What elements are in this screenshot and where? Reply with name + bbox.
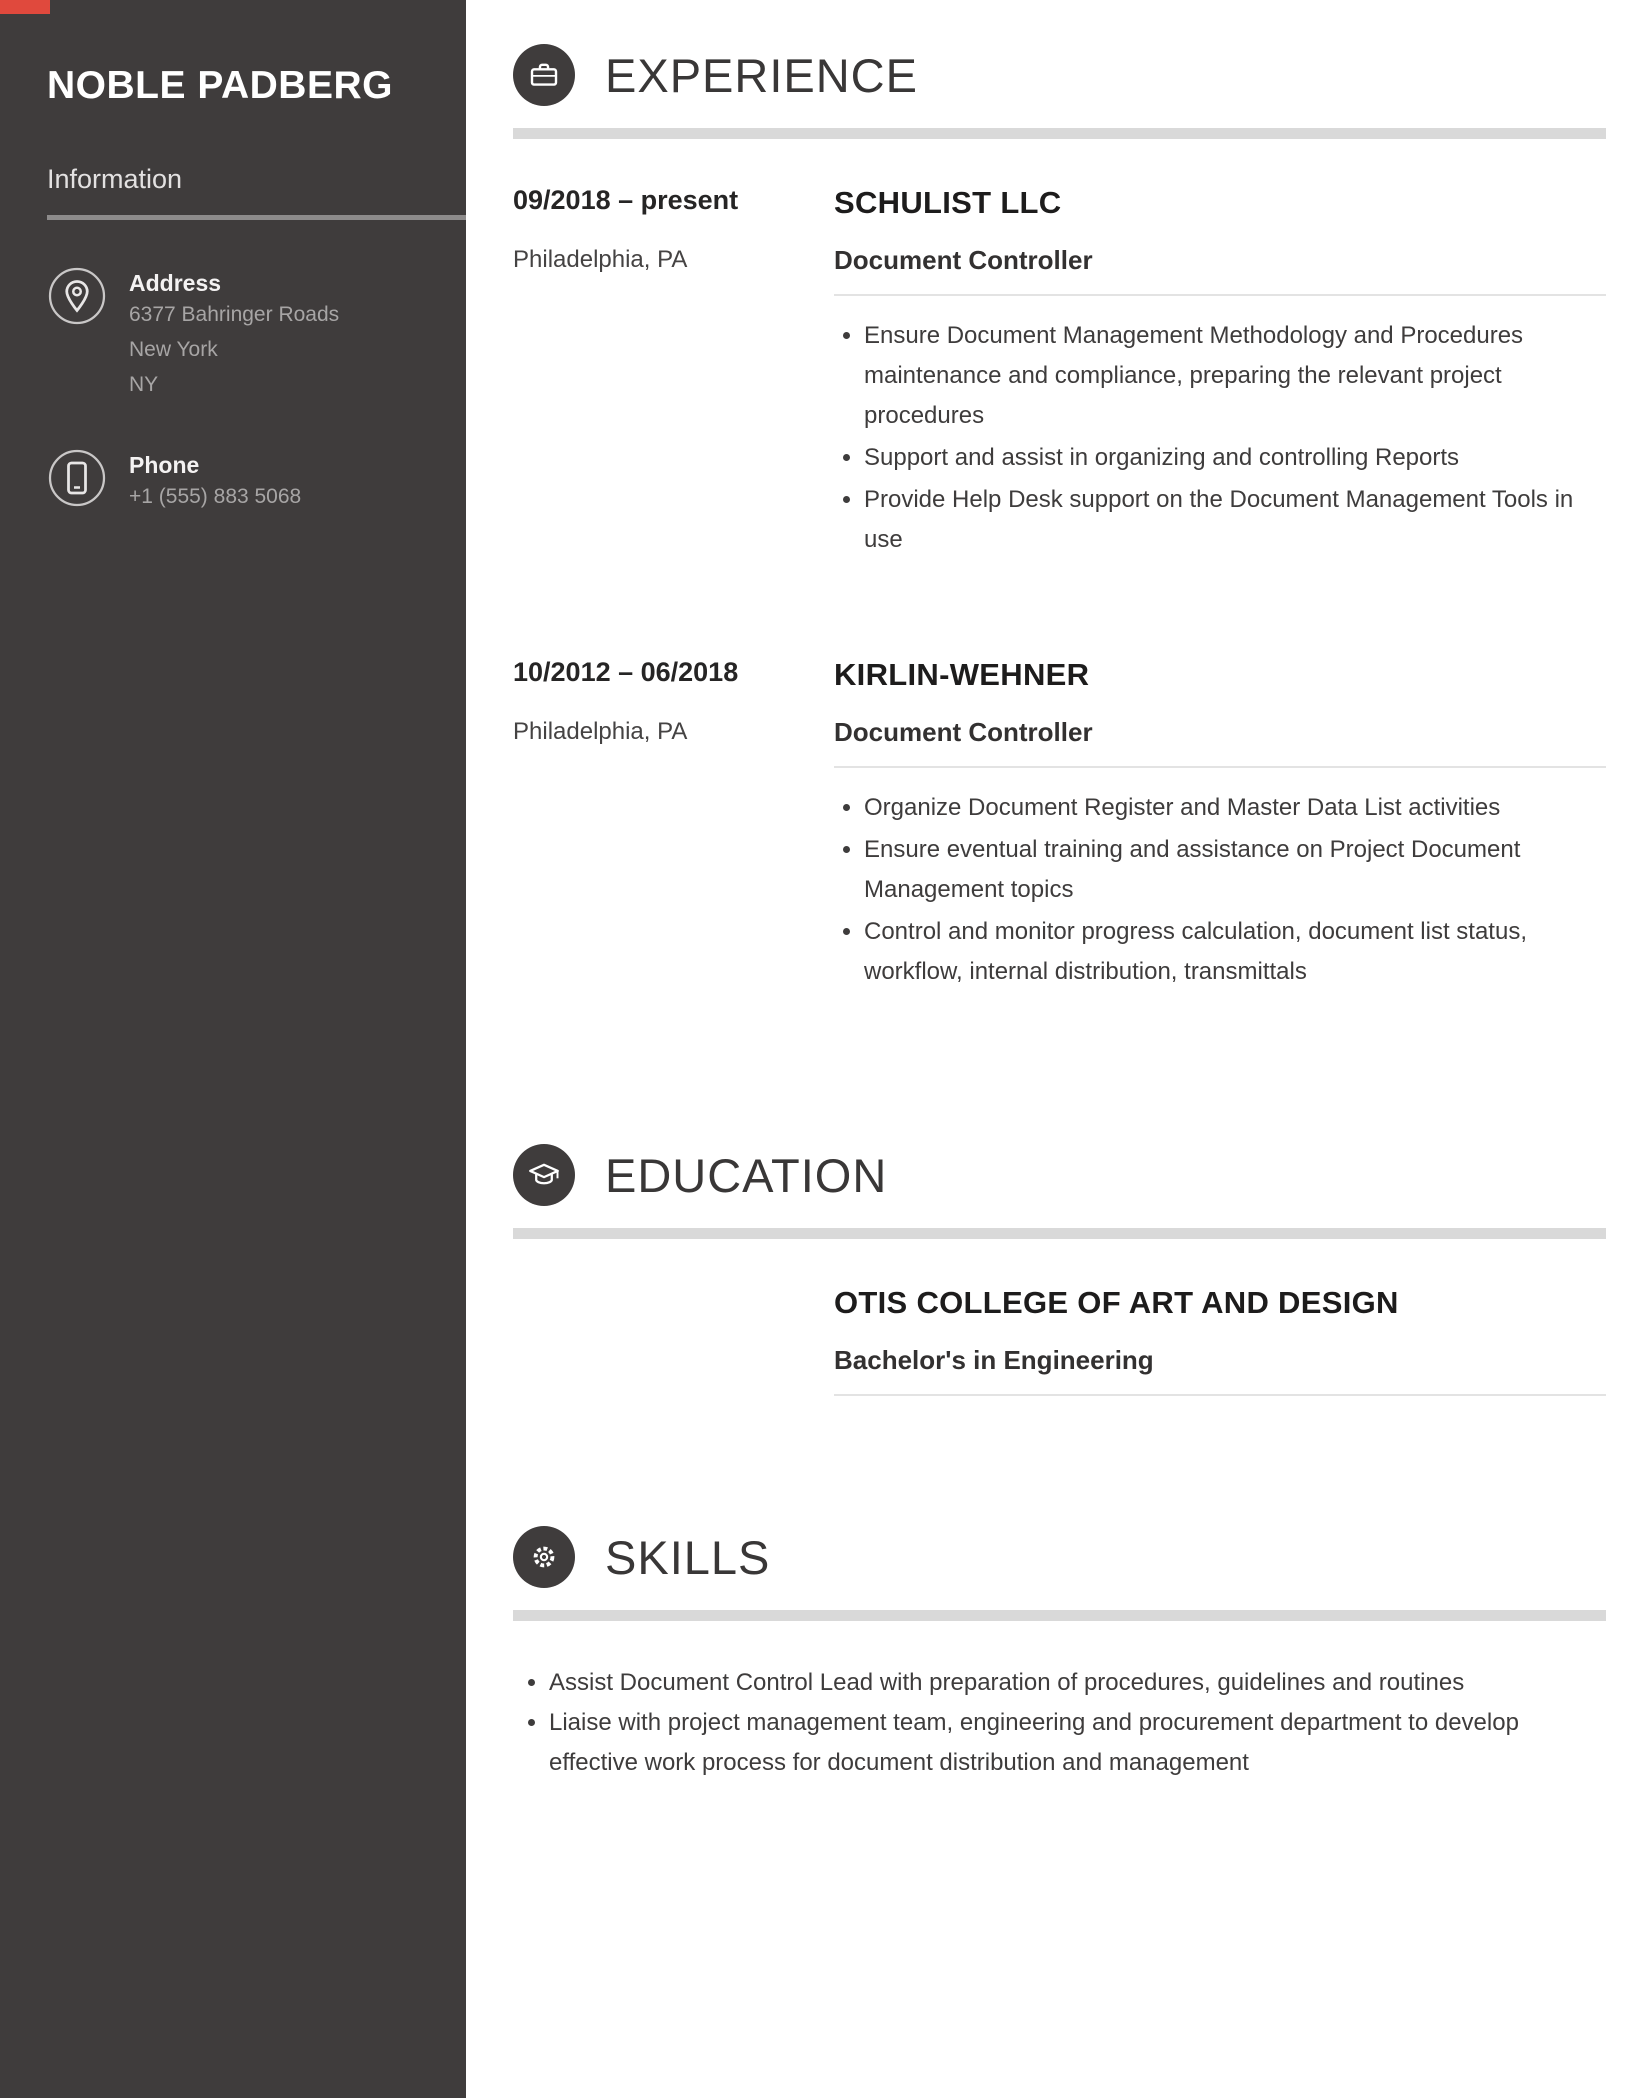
bullet-item: • Organize Document Register and Master Data List activities <box>864 788 1606 828</box>
bullet-item: • Support and assist in organizing and controlling Reports <box>864 438 1606 478</box>
section-bar <box>513 1610 1606 1621</box>
sidebar-section-title: Information <box>47 164 183 194</box>
entry-role: Document Controller <box>834 717 1093 747</box>
bullet-item: • Assist Document Control Lead with preparation of procedures, guidelines and routines <box>549 1663 1606 1703</box>
bullet-item: • Liaise with project management team, engineering and procurement department to develop effective work process for document distribution and management <box>549 1703 1606 1783</box>
section-bar <box>513 128 1606 139</box>
entry-location: Philadelphia, PA <box>513 718 688 745</box>
experience-header <box>513 44 1606 106</box>
section-skills <box>513 1526 1606 1783</box>
entry-location: Philadelphia, PA <box>513 246 688 273</box>
briefcase-icon <box>513 44 575 106</box>
bullet-item: • Provide Help Desk support on the Document Management Tools in use <box>864 480 1606 560</box>
entry-right <box>834 185 1606 562</box>
education-header <box>513 1144 1606 1206</box>
entry-right <box>834 1285 1606 1396</box>
entry-dates: 10/2012 – 06/2018 <box>513 657 739 687</box>
section-title-education: EDUCATION <box>605 1148 888 1202</box>
section-experience <box>513 44 1606 994</box>
contact-label: Phone <box>129 452 200 478</box>
resume-name: NOBLE PADBERG <box>47 64 393 107</box>
entry-bullets <box>834 788 1606 992</box>
sidebar-divider <box>47 215 466 220</box>
school-name: OTIS COLLEGE OF ART AND DESIGN <box>834 1285 1399 1320</box>
entry-divider <box>834 766 1606 768</box>
contact-line: NY <box>129 373 159 396</box>
contact-label: Address <box>129 270 222 296</box>
entry-divider <box>834 1394 1606 1396</box>
contact-phone-text <box>129 448 301 514</box>
bullet-item: • Control and monitor progress calculation, document list status, workflow, internal distribution, transmittals <box>864 912 1606 992</box>
degree-name: Bachelor's in Engineering <box>834 1345 1154 1375</box>
experience-entry <box>513 657 1606 994</box>
contact-line: New York <box>129 338 218 361</box>
phone-icon <box>47 448 107 508</box>
skills-header <box>513 1526 1606 1588</box>
entry-bullets <box>834 316 1606 560</box>
contact-line: 6377 Bahringer Roads <box>129 303 340 326</box>
location-pin-icon <box>47 266 107 326</box>
entry-company: KIRLIN-WEHNER <box>834 657 1090 692</box>
entry-left <box>513 657 834 994</box>
entry-right <box>834 657 1606 994</box>
accent-bar <box>0 0 50 14</box>
contact-phone <box>47 448 426 514</box>
bullet-item: • Ensure Document Management Methodology and Procedures maintenance and compliance, preparing the relevant project procedures <box>864 316 1606 436</box>
skills-bullets <box>513 1663 1606 1783</box>
entry-role: Document Controller <box>834 245 1093 275</box>
section-title-experience: EXPERIENCE <box>605 48 918 102</box>
entry-divider <box>834 294 1606 296</box>
contact-line: +1 (555) 883 5068 <box>129 485 302 508</box>
graduation-cap-icon <box>513 1144 575 1206</box>
entry-company: SCHULIST LLC <box>834 185 1062 220</box>
education-entry <box>513 1285 1606 1396</box>
resume-body <box>466 0 1632 2098</box>
contact-address-text <box>129 266 339 402</box>
sidebar <box>0 0 466 2098</box>
section-title-skills: SKILLS <box>605 1530 771 1584</box>
entry-left <box>513 185 834 562</box>
experience-entry <box>513 185 1606 562</box>
gear-icon <box>513 1526 575 1588</box>
bullet-item: • Ensure eventual training and assistance on Project Document Management topics <box>864 830 1606 910</box>
entry-left <box>513 1285 834 1396</box>
section-education <box>513 1144 1606 1396</box>
section-bar <box>513 1228 1606 1239</box>
contact-address <box>47 266 426 402</box>
entry-dates: 09/2018 – present <box>513 185 739 215</box>
